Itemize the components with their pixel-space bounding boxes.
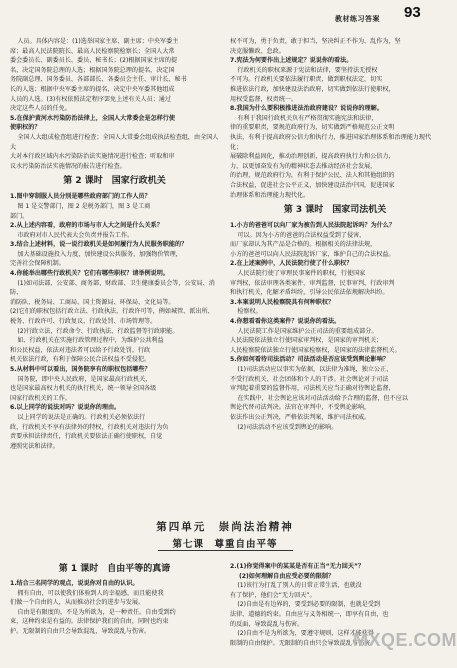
answer-line: 不受行政机关、社会团体和个人的干涉。社会舆论对于司法	[230, 375, 389, 383]
answer-line: 而厂家却认为其产品是合格的。根据相关的法律法规，	[230, 241, 377, 249]
answer-line: 人民检察院依法独立行使国家检察权，是国家的法律监督机关。	[230, 346, 401, 354]
answer-line: 大对本行政区域内水污染防治法实施情况进行检查；听取和审	[10, 153, 175, 161]
answer-line: 束，这种约束是有益的。法律保护我们的自由，同时也约束	[10, 618, 169, 626]
answer-line: 人民法院工作是国家维护公正司法的重要组成部分。	[237, 327, 378, 335]
answer-line: 行政机关的职权来源于宪法和法律，要坚持法无授权	[237, 66, 378, 74]
answer-line: 可以。因为小方的爸爸的合法权益受到了侵害，	[237, 231, 366, 239]
text-line: 委会委员长、副委员长、委员、秘书长；(2)根据国家主席的提	[10, 57, 178, 65]
question: 1.图中穿制服人员分别是哪些政府部门的工作人员？	[10, 193, 151, 201]
question: 4.你能举出哪些行政机关？它们有哪些职权？请举例说明。	[10, 270, 169, 278]
answer-line: 遵照宪法和法律。	[10, 442, 59, 450]
answer-line: 和公民权益，依法对违法者可以给予行政处罚。行政	[10, 346, 151, 354]
unit-title: 第四单元 崇尚法治精神	[156, 521, 294, 533]
divider	[158, 550, 293, 551]
answer-line: 人民法院行使了审理民事案件的职权，行使国家	[237, 270, 366, 278]
answer-line: 议水污染防治法实施情况的报告进行检查。	[10, 162, 126, 170]
answer-line: 舆论代替司法判决。法官在审判中，不受舆论影响，	[230, 404, 371, 412]
text-line: 权不可为，勇于负责，敢于担当，坚决纠正不作为、乱作为，坚	[230, 38, 401, 45]
answer-line: 限制的自由保护。无限制的自由只会导致混乱与伤害。	[230, 639, 377, 647]
answer-line: 们做一个自由的人，从而推动社会的进步与发展。	[10, 599, 145, 607]
answer-line: 部门。	[10, 212, 29, 220]
answer-line: 加大基础设施投入力度，加快建设公共服务，加强物价管理，	[17, 250, 182, 258]
watermark: MXQE.COM	[353, 630, 457, 650]
answer-line: 有了保护，他们会“无力回天”。	[230, 591, 316, 599]
answer-line: 推进依法行政，加快建设法治政府，切实做到依法行使职权，	[230, 85, 395, 93]
question: 2.从上述内容看，政府的市场与市人大之间是什么关系？	[10, 222, 163, 230]
page-number: 93	[404, 4, 421, 21]
answer-line: 不可为。行政机关要依法履行职责，做到职权法定，切实	[230, 76, 383, 84]
lesson-title: 第 1 课时 自由平等的真谛	[58, 564, 171, 574]
answer-line: 治理体系和治理能力现代化。	[230, 191, 310, 199]
question: 7.宪法为何要作出上述规定？说说你的看法。	[230, 57, 353, 65]
question: 3.本案说明人民检察院具有何种职权？	[230, 298, 335, 306]
left-column	[10, 37, 219, 450]
answer-line: 展破除利益固化，推动治理创新，提高政府执行力和公信力，	[230, 153, 395, 161]
question: 2.在上述案例中，人民法院行使了什么职权？	[230, 260, 353, 268]
text-line: 长的人选；根据中央军委主席的提名，决定中央军委其他组成	[10, 85, 175, 93]
chapter-title: 第七课 尊重自由平等	[172, 539, 278, 550]
right-column	[230, 37, 440, 431]
question: 5.从材料中可以看出，国务院享有的职权包括哪些？	[10, 366, 151, 373]
answer-line: 人民法院依法独立行使国家审判权，是国家的审判机关；	[230, 337, 383, 345]
question: 5.在保护黄河水污染防治法律上，全国人大常委会是怎样行使	[10, 114, 175, 122]
answer-line: 消防队、税务局、工商局、国土资源局、环保局、文化局等。	[10, 298, 175, 306]
answer-line: 责要承担法律责任，行政机关要依法正确行使职权，自觉	[10, 433, 163, 441]
answer-line: 国务院，即中央人民政府，是国家最高行政机关，	[17, 375, 152, 383]
answer-line: 力，以更加奋发有为的精神状态去推动经济社会发展，	[230, 162, 377, 170]
answer-line: 在实践中，社会舆论应该对司法活动给予合理的监督，但不应以	[237, 394, 408, 402]
header-label: 教材练习答案	[335, 15, 380, 23]
answer-line: 如、行政机关在实施行政管理过程中，为维护公共利益	[17, 337, 164, 345]
question: 1.小方的爸爸可以向厂家为被告到人民法院起诉吗？为什么？	[230, 222, 395, 230]
answer-line: (2)行政立法，行政命令、行政执法、行政监督等行政职能。	[17, 327, 179, 335]
answer-line: (2)司法活动不应该受到舆论的影响。	[237, 423, 338, 431]
question: 5.你如何看待司法活动？司法活动是否应该受到舆论影响？	[230, 356, 389, 364]
question: (2)如何理解自由应受必要的限制？	[239, 572, 335, 580]
answer-line: 小方的爸爸可以向人民法院起诉厂家，维护自己的合法权益。	[230, 250, 395, 258]
answer-line: 审判权，依法审理各类案件，审判监督，民事审判、行政审判	[230, 279, 395, 287]
text-line: 名，决定国务院总理的人选；根据国务院总理的提名，决定国	[10, 66, 175, 74]
answer-line: (1)如司法部、公安部、商务部、财政部、卫生健康委员会等，公安局、消防、	[10, 279, 215, 297]
answer-line: 拥有自由，可以使我们体验到人的幸福感，而且能使我	[17, 589, 164, 597]
answer-line: 政，行政机关不享有法律外的特权，行政机关对违法行为负	[10, 423, 169, 431]
answer-line: 的反面，导致混乱与伤害。	[230, 620, 304, 628]
answer-line: 律的重要职责，要规范政府行为，切实做到严格规范公正文明	[230, 124, 395, 132]
answer-line: 有利于我国行政机关负有严格贯彻实施宪法和法律，	[237, 114, 378, 122]
question: 8.我国为什么要积极推进法治政府建设？说说你的理解。	[230, 105, 383, 113]
answer-line: 全国人大组成检查组进行检查；全国人大常委会组成执法检查组，由全国人大	[10, 133, 219, 151]
answer-line: 检察权。	[237, 308, 262, 316]
lesson-title: 第 3 课时 国家司法机关	[283, 205, 387, 216]
answer-line: 执法，有利于提高政府公信力和执行力，推进国家治理体系和治理能力现代化；	[230, 133, 432, 151]
answer-line: 合法权益，促进社会公平正义，加快建设法治中国，促进国家	[230, 181, 395, 189]
answer-line: 用权受监督，权责统一。	[230, 95, 298, 103]
question: 6.以上同学的说法对吗？说说你的理由。	[10, 404, 121, 412]
answer-line: 自由是有限度的，不是为所欲为，是一种责任。自由受到约	[17, 608, 176, 616]
question: 3.结合上述材料，说一说行政机关是如何履行为人民服务职能的？	[10, 241, 188, 249]
answer-line: 依法作出公正判决，严格依法判案，维护司法权威。	[230, 413, 371, 421]
text-line: 务院副总理、国务委员、各部部长、各委员会主任、审计长、秘书	[10, 76, 187, 84]
lesson-title: 第 2 课时 国家行政机关	[63, 176, 166, 187]
text-line: 人员。具体内容是：(1)选举国家主席、副主席；中央军委主	[17, 38, 179, 45]
answer-line: 国家行政机关的工作。	[10, 394, 71, 402]
left-column-lower	[10, 562, 219, 662]
question: 2.(1)你觉得案中的某某是否有正当“无力回天”？	[230, 563, 365, 570]
answer-line: 也是国家最高权力机关的执行机关，统一领导全国各级	[10, 385, 157, 393]
answer-line: (2)自由是有边界的，要受到必要的限制，也就是受到	[237, 601, 381, 609]
answer-line: 护。无限制的自由只会导致混乱，导致混乱与伤害。	[10, 627, 151, 635]
answer-line: 法律、道德的约束。自由应与义务相统一，即享有自由，也	[230, 610, 389, 618]
answer-line: (2)它们的职权包括行政立法、行政执法、行政许可等，例如城管、派出所、	[10, 308, 214, 316]
answer-line: (1)该行为打乱了别人的日常正常生活，也就没	[237, 582, 362, 590]
answer-line: 审判起着重要的监督作用，司法机关应当正确对待舆论监督，	[230, 385, 395, 393]
answer-line: (1)司法活动应以事实为依据，以法律为准绳，独立公正，	[237, 366, 393, 373]
answer-line: 和执行机关，化解矛盾纠纷，引导公民依法依规解决纠纷。	[230, 289, 389, 297]
answer-line: 市政府对市人民代表大会负责并报告工作。	[17, 231, 134, 239]
text-line: 席；最高人民法院院长、最高人民检察院检察长；全国人大常	[10, 47, 175, 55]
answer-line: 图 1 是交警部门，图 2 是税务部门，图 3 是工商	[17, 202, 151, 210]
question: 1.结合三名同学的观点，说说你对自由的认识。	[10, 580, 139, 587]
answer-line: 完善社会保障机制。	[10, 260, 65, 268]
answer-line: 税务、行政许可、行政复议、行政处罚、市场管理等。	[10, 318, 157, 326]
answer-line: (2)自由不是为所欲为，要遵守规则，这样才能获得	[237, 630, 374, 638]
answer-line: 以上同学的说法是正确的。行政机关必须依法行	[17, 413, 146, 421]
text-line: 人员的人选。(3)有权依照法定程序罢免上述有关人员；通过	[10, 95, 171, 103]
text-line: 决克服懒政、怠政。	[230, 47, 285, 55]
question: 4.你想看看你这类案件？说说你的看法。	[230, 318, 341, 326]
text-line: 决定这些人员的任免。	[10, 105, 71, 113]
page-header	[0, 0, 450, 40]
answer-line: 机关依法行政，有利于保障公民合法权益不受侵犯。	[10, 356, 151, 364]
question: 使职权的？	[10, 124, 41, 132]
answer-line: 的治理，规范政府行为，有利于保护公民、法人和其他组织的	[230, 172, 395, 180]
